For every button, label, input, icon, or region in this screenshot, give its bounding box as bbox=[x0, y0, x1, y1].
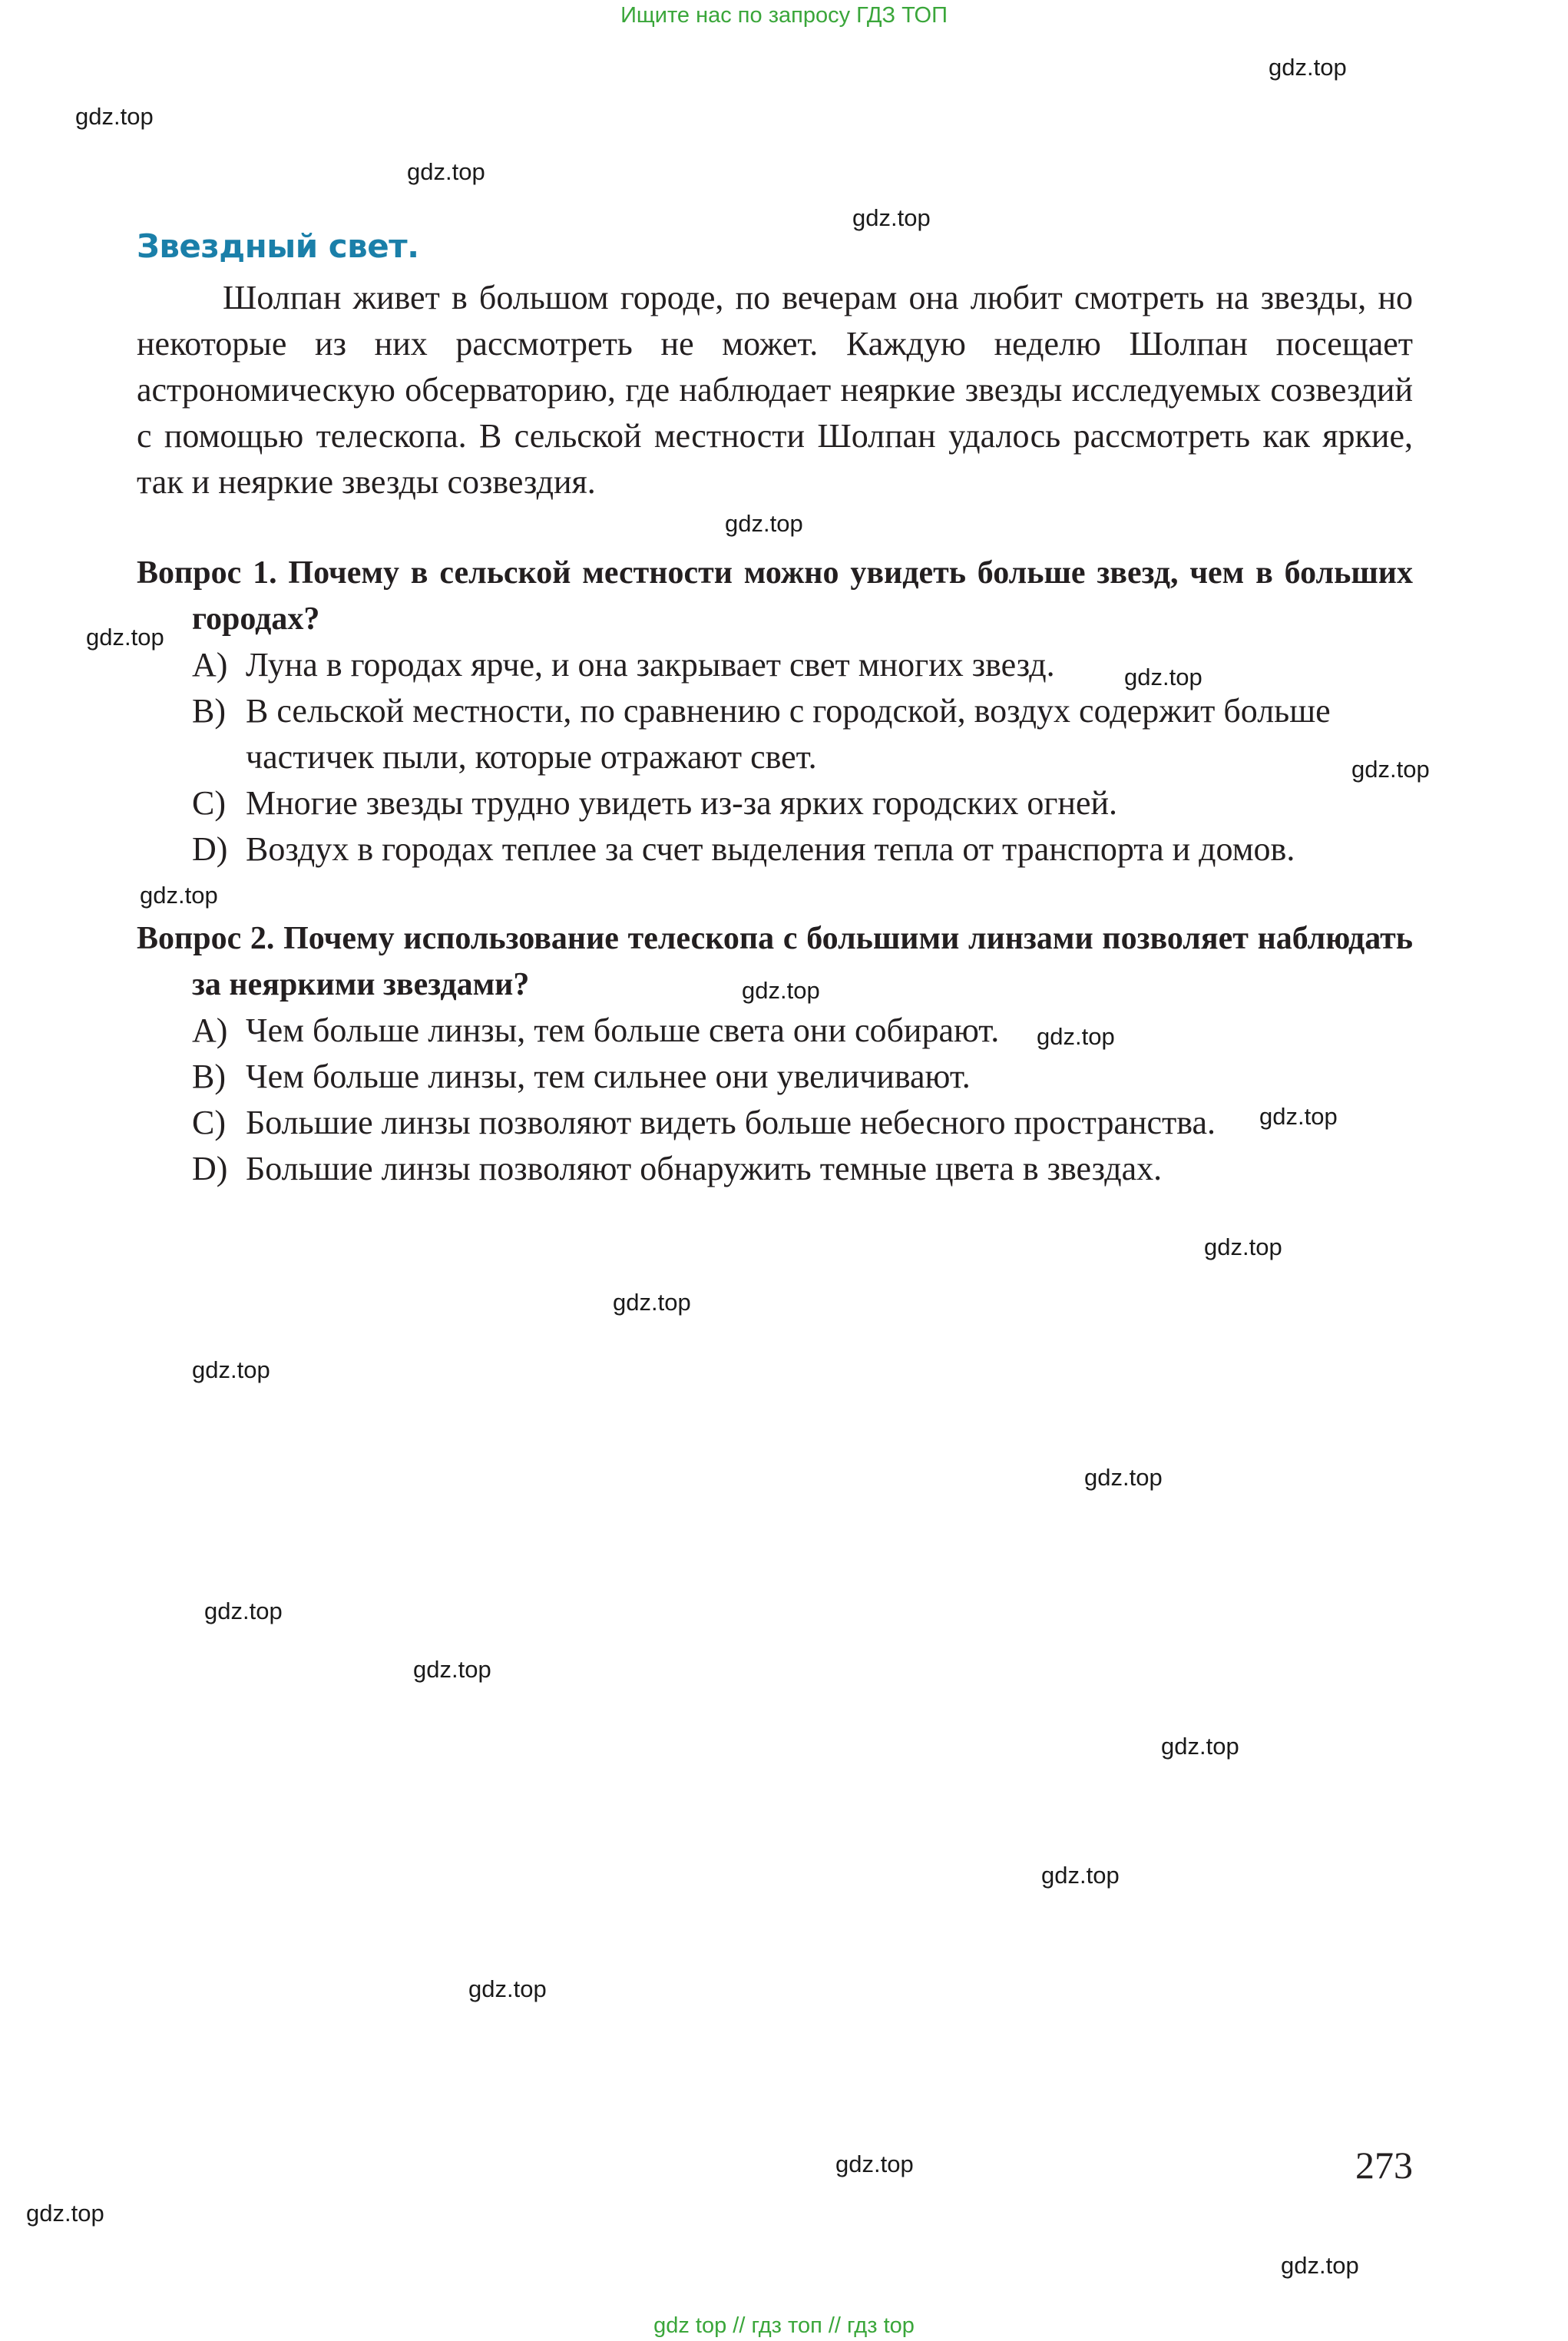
watermark: gdz.top bbox=[1124, 664, 1202, 690]
question-1-options bbox=[192, 642, 1413, 872]
watermark: gdz.top bbox=[1041, 1862, 1120, 1889]
watermark: gdz.top bbox=[1161, 1733, 1239, 1760]
page-number: 273 bbox=[1355, 2144, 1413, 2187]
option-letter: C) bbox=[192, 784, 226, 822]
option-letter: A) bbox=[192, 1012, 228, 1049]
option-text: Воздух в городах теплее за счет выделения тепла от транспорта и домов. bbox=[246, 830, 1295, 868]
watermark: gdz.top bbox=[86, 624, 164, 651]
watermark: gdz.top bbox=[1037, 1023, 1115, 1050]
option-letter: B) bbox=[192, 692, 226, 730]
top-banner[interactable]: Ищите нас по запросу ГДЗ ТОП bbox=[620, 3, 948, 28]
option-text: Чем больше линзы, тем больше света они собирают. bbox=[246, 1012, 1000, 1049]
answer-option[interactable] bbox=[192, 642, 1413, 688]
watermark: gdz.top bbox=[1351, 756, 1430, 783]
answer-option[interactable] bbox=[192, 688, 1413, 780]
watermark: gdz.top bbox=[192, 1356, 270, 1383]
section-title: Звездный свет. bbox=[137, 227, 419, 265]
option-letter: B) bbox=[192, 1058, 226, 1095]
watermark: gdz.top bbox=[613, 1289, 691, 1316]
answer-option[interactable] bbox=[192, 1146, 1413, 1192]
watermark: gdz.top bbox=[852, 204, 931, 231]
watermark: gdz.top bbox=[468, 1975, 547, 2002]
option-text: Чем больше линзы, тем сильнее они увеличивают. bbox=[246, 1058, 971, 1095]
watermark: gdz.top bbox=[26, 2200, 104, 2227]
option-text: Большие линзы позволяют видеть больше небесного пространства. bbox=[246, 1104, 1216, 1141]
watermark: gdz.top bbox=[1204, 1233, 1282, 1260]
option-letter: D) bbox=[192, 830, 228, 868]
option-text: Большие линзы позволяют обнаружить темные цвета в звездах. bbox=[246, 1150, 1163, 1187]
watermark: gdz.top bbox=[75, 103, 154, 130]
option-letter: D) bbox=[192, 1150, 228, 1187]
question-2: Вопрос 2. Почему использование телескопа с большими линзами позволяет наблюдать за неяркими звездами? bbox=[137, 921, 1413, 1002]
intro-paragraph: Шолпан живет в большом городе, по вечерам она любит смотреть на звезды, но некоторые из них рассмотреть не может. Каждую неделю Шолпан посещает астрономическую обсерваторию, где наблюдает неяркие звезды исследуемых созвездий с помощью телескопа. В сельской местности Шолпан удалось рассмотреть как яркие, так и неяркие звезды созвездия. bbox=[137, 279, 1413, 501]
watermark: gdz.top bbox=[835, 2151, 914, 2177]
watermark: gdz.top bbox=[742, 977, 820, 1004]
option-text: В сельской местности, по сравнению с городской, воздух содержит больше частичек пыли, которые отражают свет. bbox=[246, 692, 1331, 776]
footer-links[interactable]: gdz top // гдз топ // гдз top bbox=[653, 2313, 915, 2338]
watermark: gdz.top bbox=[1084, 1464, 1163, 1491]
answer-option[interactable] bbox=[192, 1100, 1413, 1146]
question-1: Вопрос 1. Почему в сельской местности можно увидеть больше звезд, чем в больших городах? bbox=[137, 555, 1413, 637]
watermark: gdz.top bbox=[1259, 1103, 1338, 1130]
answer-option[interactable] bbox=[192, 1008, 1413, 1054]
option-text: Многие звезды трудно увидеть из-за ярких городских огней. bbox=[246, 784, 1118, 822]
answer-option[interactable] bbox=[192, 1054, 1413, 1100]
answer-option[interactable] bbox=[192, 780, 1413, 826]
answer-option[interactable] bbox=[192, 826, 1413, 872]
watermark: gdz.top bbox=[1269, 54, 1347, 81]
watermark: gdz.top bbox=[1281, 2252, 1359, 2279]
option-letter: C) bbox=[192, 1104, 226, 1141]
option-text: Луна в городах ярче, и она закрывает свет многих звезд. bbox=[246, 646, 1055, 684]
watermark: gdz.top bbox=[413, 1656, 491, 1683]
watermark: gdz.top bbox=[725, 510, 803, 537]
question-2-options bbox=[192, 1008, 1413, 1192]
watermark: gdz.top bbox=[140, 882, 218, 909]
option-letter: A) bbox=[192, 646, 228, 684]
watermark: gdz.top bbox=[407, 158, 485, 185]
watermark: gdz.top bbox=[204, 1598, 283, 1624]
